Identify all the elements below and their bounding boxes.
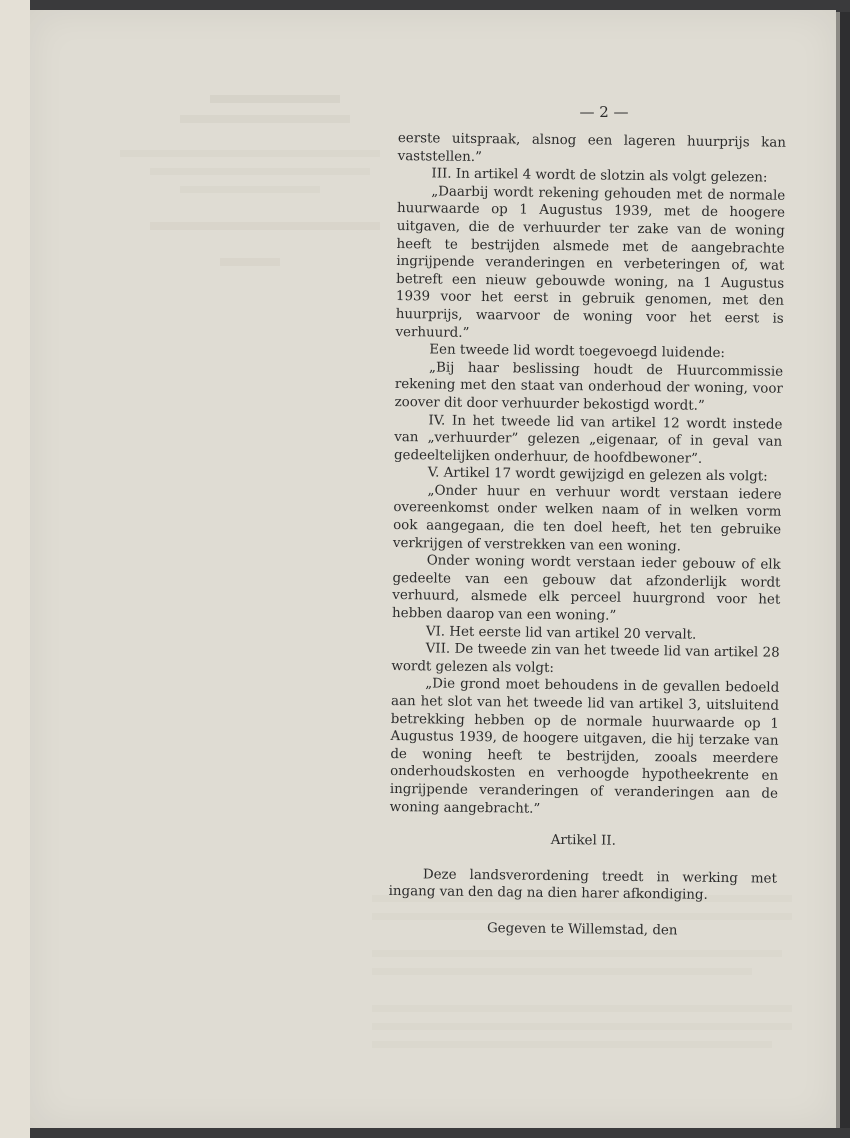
paragraph: eerste uitspraak, alsnog een lageren huurprijs kan vaststellen.” <box>397 130 786 165</box>
quoted-paragraph: „Daarbij wordt rekening gehouden met de normale huurwaarde op 1 Augustus 1939, met de hoogere uitgaven, die de verhuurder ter zake van de woning heeft te bestrijden alsmede met de aangebrachte ingrijpende veranderingen en verbeteringen of, wat betreft een nieuw gebouwde woning, na 1 Augustus 1939 voor het eerst in gebruik genomen, met den huurprijs, waarvoor de woning voor het eerst is verhuurd.” <box>395 184 786 341</box>
quoted-paragraph: „Onder huur en verhuur wordt verstaan iedere overeenkomst onder welken naam of in welken vorm ook aangegaan, die ten doel heeft, het ten gebruike verkrijgen of verstrekken van een woning. <box>392 483 782 555</box>
paragraph: VI. Het eerste lid van artikel 20 vervalt. <box>425 624 697 643</box>
paragraph: VII. De tweede zin van het tweede lid van artikel 28 wordt gelezen als volgt: <box>391 641 780 676</box>
quoted-paragraph: „Die grond moet behoudens in de gevallen bedoeld aan het slot van het tweede lid van artikel 3, uitsluitend betrekking hebben op de normale huurwaarde op 1 Augustus 1939, de hoogere uitgaven, die hij terzake van de woning heeft te bestrijden, zooals meerdere onderhoudskosten en verhoogde hypotheekrente en ingrijpende veranderingen of veranderingen aan de woning aangebracht.” <box>389 676 780 817</box>
paragraph: Onder woning wordt verstaan ieder gebouw of elk gedeelte van een gebouw dat afzonderlijk wordt verhuurd, alsmede elk perceel huurgrond voor het hebben daarop van een woning.” <box>392 553 781 624</box>
article-heading: Artikel II. <box>550 833 616 849</box>
page-edge-highlight <box>836 12 840 1128</box>
paragraph: III. In artikel 4 wordt de slotzin als volgt gelezen: <box>431 166 768 186</box>
document-body <box>388 130 786 941</box>
closing-line: Gegeven te Willemstad, den <box>486 921 678 939</box>
scan-left-margin <box>0 0 30 1138</box>
page-number: — 2 — <box>579 103 629 121</box>
paragraph: IV. In het tweede lid van artikel 12 wordt instede van „verhuurder” gelezen „eigenaar, of in geval van gedeeltelijken onderhuur, de hoofdbewoner”. <box>393 412 783 467</box>
paragraph: V. Artikel 17 wordt gewijzigd en gelezen als volgt: <box>427 465 768 485</box>
paragraph: Een tweede lid wordt toegevoegd luidende: <box>429 342 726 362</box>
article-text: Deze landsverordening treedt in werking met ingang van den dag na dien harer afkondiging. <box>388 867 777 904</box>
quoted-paragraph: „Bij haar beslissing houdt de Huurcommissie rekening met den staat van onderhoud der woning, voor zoover dit door verhuurder bekostigd wordt.” <box>394 360 784 414</box>
